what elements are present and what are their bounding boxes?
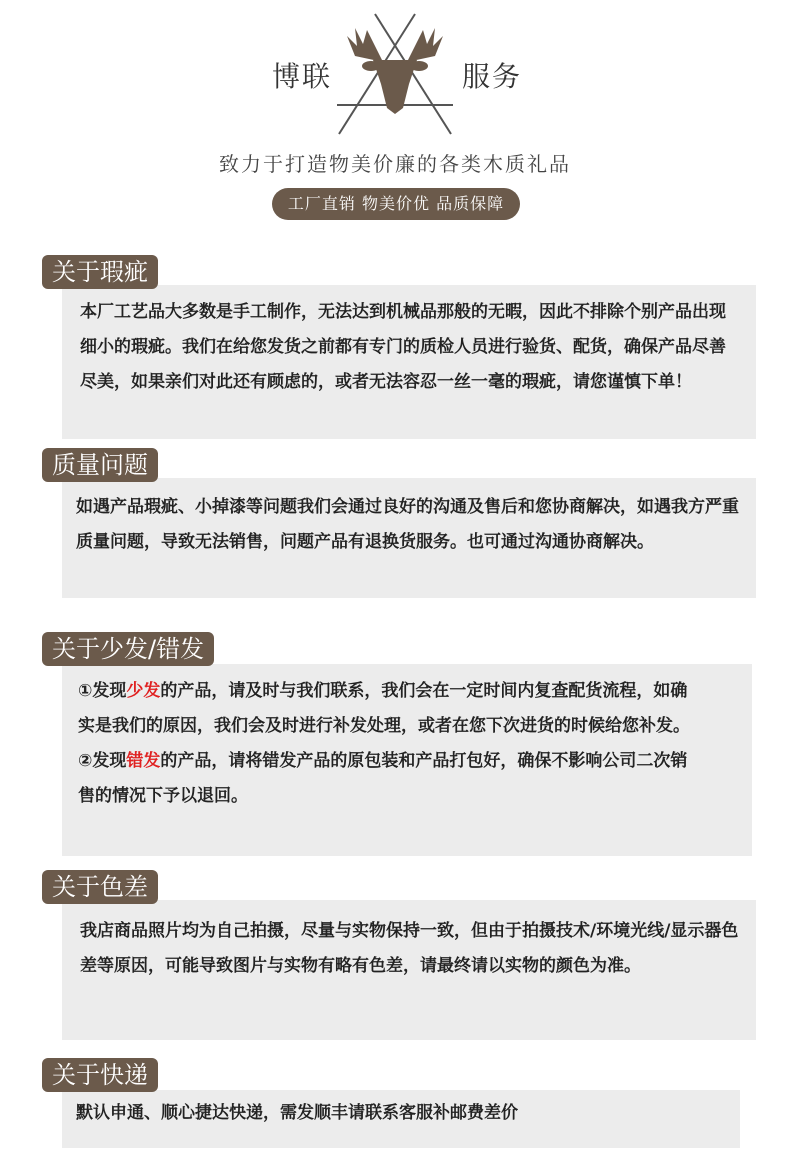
section-title-quality: 质量问题 — [42, 448, 158, 482]
brand-name-right: 服务 — [462, 60, 523, 93]
item1-text: 的产品，请及时与我们联系，我们会在一定时间内复查配货流程，如确实是我们的原因，我们会及时进行补发处理，或者在您下次进货的时候给您补发。 — [78, 681, 690, 736]
flaws-text: 本厂工艺品大多数是手工制作，无法达到机械品那般的无暇，因此不排除个别产品出现细小的瑕疵。我们在给您发货之前都有专门的质检人员进行验货、配货，确保产品尽善尽美，如果亲们对此还有顾虑的，或者无法容忍一丝一毫的瑕疵，请您谨慎下单！ — [80, 302, 726, 392]
item1-highlight: 少发 — [126, 681, 161, 701]
item2-prefix: ②发现 — [78, 751, 127, 771]
section-box-quality — [62, 478, 756, 598]
delivery-text: 默认申通、顺心捷达快递，需发顺丰请联系客服补邮费差价 — [76, 1103, 518, 1123]
section-title-delivery: 关于快递 — [42, 1058, 158, 1092]
header — [0, 0, 790, 240]
slogan: 致力于打造物美价廉的各类木质礼品 — [219, 152, 571, 176]
color-text: 我店商品照片均为自己拍摄，尽量与实物保持一致，但由于拍摄技术/环境光线/显示器色差等原因，可能导致图片与实物有略有色差，请最终请以实物的颜色为准。 — [80, 921, 739, 976]
deer-logo-icon — [333, 10, 457, 140]
brand-name-left: 博联 — [272, 60, 333, 93]
section-box-color — [62, 900, 756, 1040]
item2-text: 的产品，请将错发产品的原包装和产品打包好，确保不影响公司二次销售的情况下予以退回。 — [78, 751, 688, 806]
section-title-flaws: 关于瑕疵 — [42, 255, 158, 289]
quality-text: 如遇产品瑕疵、小掉漆等问题我们会通过良好的沟通及售后和您协商解决，如遇我方严重质量问题，导致无法销售，问题产品有退换货服务。也可通过沟通协商解决。 — [76, 497, 739, 552]
shipping-error-item-1 — [78, 674, 692, 744]
shipping-error-item-2 — [78, 744, 692, 814]
section-box-flaws — [62, 285, 756, 439]
section-box-delivery — [62, 1090, 740, 1148]
item1-prefix: ①发现 — [78, 681, 127, 701]
section-title-color: 关于色差 — [42, 870, 158, 904]
section-box-shipping-errors — [62, 664, 752, 856]
item2-highlight: 错发 — [126, 751, 161, 771]
section-title-shipping-errors: 关于少发/错发 — [42, 632, 214, 666]
feature-pill: 工厂直销 物美价优 品质保障 — [272, 188, 520, 220]
